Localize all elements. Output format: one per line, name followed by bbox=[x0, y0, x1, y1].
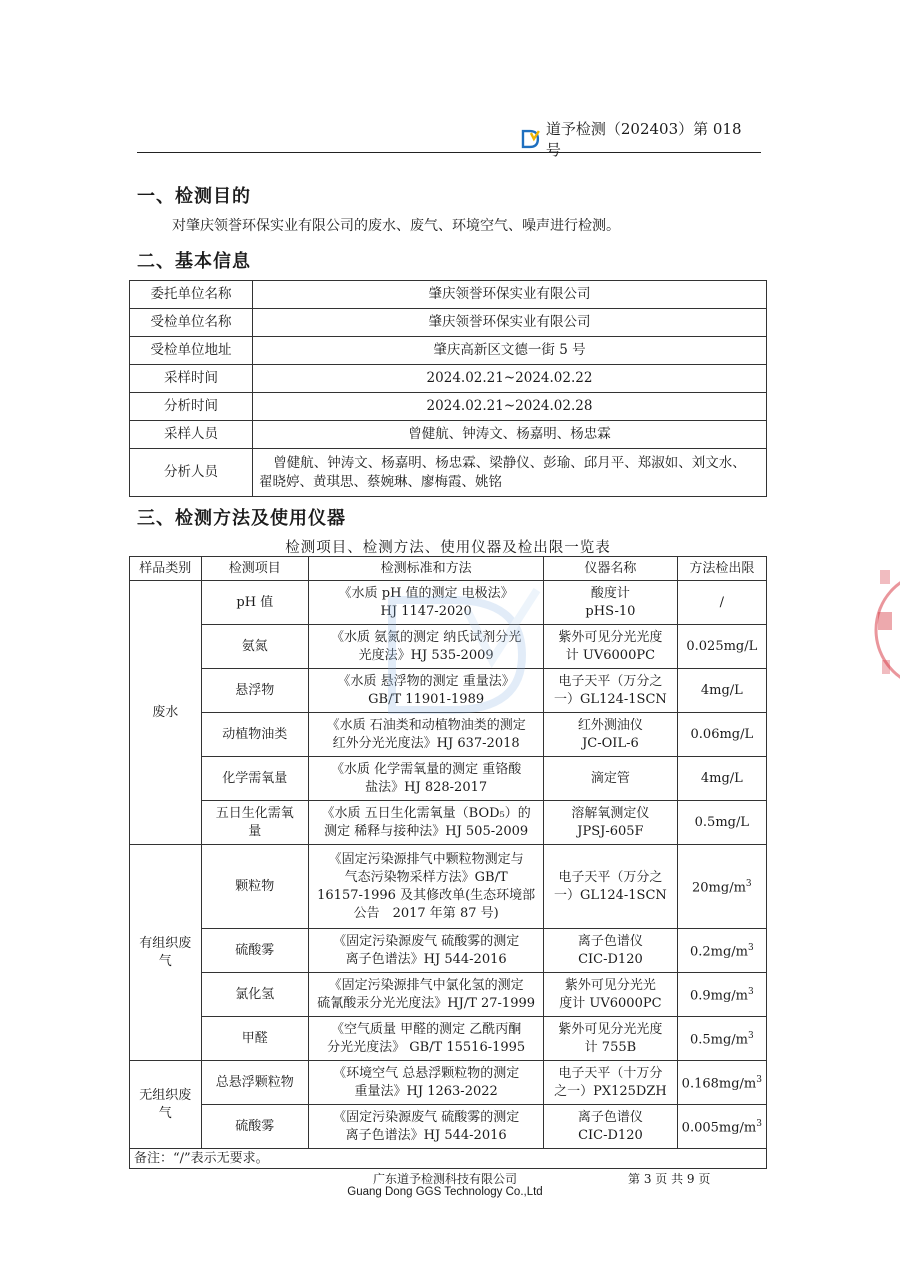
column-header: 检测项目 bbox=[201, 557, 309, 581]
instrument bbox=[544, 581, 677, 625]
detection-limit: 4mg/L bbox=[677, 669, 766, 713]
test-item: 甲醛 bbox=[201, 1017, 309, 1061]
detection-limit bbox=[677, 1061, 766, 1105]
test-method bbox=[309, 845, 544, 929]
instrument-line: 离子色谱仪 bbox=[577, 933, 643, 949]
limit-exponent: 3 bbox=[747, 1031, 754, 1042]
instrument-line: 电子天平（万分之 bbox=[558, 673, 663, 689]
method-line: 红外分光光度法》HJ 637-2018 bbox=[332, 735, 520, 751]
table-row bbox=[130, 757, 767, 801]
method-line: 《水质 化学需氧量的测定 重铬酸 bbox=[331, 761, 522, 777]
info-value bbox=[253, 449, 767, 497]
instrument bbox=[544, 1017, 677, 1061]
detection-limit: 4mg/L bbox=[677, 757, 766, 801]
sample-category: 无组织废气 bbox=[130, 1061, 202, 1149]
test-item: 氯化氢 bbox=[201, 973, 309, 1017]
basic-info-table bbox=[129, 280, 767, 497]
test-item: 化学需氧量 bbox=[201, 757, 309, 801]
table-row bbox=[130, 845, 767, 929]
method-line: 离子色谱法》HJ 544-2016 bbox=[345, 1127, 507, 1143]
info-label: 采样时间 bbox=[130, 365, 253, 393]
info-value-line: 曾健航、钟涛文、杨嘉明、杨忠霖、梁静仪、彭瑜、邱月平、郑淑如、刘文水、 bbox=[273, 454, 746, 471]
method-line: 《空气质量 甲醛的测定 乙酰丙酮 bbox=[331, 1021, 522, 1037]
instrument bbox=[544, 973, 677, 1017]
info-value: 肇庆领誉环保实业有限公司 bbox=[253, 309, 767, 337]
method-line: 离子色谱法》HJ 544-2016 bbox=[345, 951, 507, 967]
column-header: 仪器名称 bbox=[544, 557, 677, 581]
info-value: 2024.02.21~2024.02.28 bbox=[253, 393, 767, 421]
instrument-line: 红外测油仪 bbox=[577, 717, 643, 733]
table-row bbox=[130, 929, 767, 973]
table-row bbox=[130, 1061, 767, 1105]
detection-limit: 0.5mg/L bbox=[677, 801, 766, 845]
test-item: 动植物油类 bbox=[201, 713, 309, 757]
table-row bbox=[130, 309, 767, 337]
table-row bbox=[130, 973, 767, 1017]
detection-limit bbox=[677, 1017, 766, 1061]
limit-exponent: 3 bbox=[756, 1075, 762, 1086]
test-method bbox=[309, 625, 544, 669]
report-number: 道予检测（202403）第 018 号 bbox=[545, 120, 742, 159]
test-method bbox=[309, 801, 544, 845]
method-line: 《水质 pH 值的测定 电极法》 bbox=[338, 585, 514, 601]
test-item: 硫酸雾 bbox=[201, 929, 309, 973]
limit-value: 20mg/m bbox=[692, 880, 746, 896]
instrument bbox=[544, 1061, 677, 1105]
instrument-line: pHS-10 bbox=[585, 603, 636, 619]
section-3-title: 三、检测方法及使用仪器 bbox=[137, 508, 346, 529]
test-method bbox=[309, 757, 544, 801]
table-note: 备注：“/”表示无要求。 bbox=[130, 1149, 767, 1169]
column-header: 样品类别 bbox=[130, 557, 202, 581]
table-row bbox=[130, 625, 767, 669]
info-label: 分析时间 bbox=[130, 393, 253, 421]
detection-limit: 0.06mg/L bbox=[677, 713, 766, 757]
sample-category: 有组织废气 bbox=[130, 845, 202, 1061]
table-row bbox=[130, 581, 767, 625]
detection-limit: 0.025mg/L bbox=[677, 625, 766, 669]
item-line: 量 bbox=[248, 823, 262, 839]
test-method bbox=[309, 713, 544, 757]
instrument-line: 溶解氧测定仪 bbox=[571, 805, 650, 821]
table-row bbox=[130, 1105, 767, 1149]
seal-stamp-icon bbox=[874, 540, 900, 720]
table-row bbox=[130, 365, 767, 393]
test-method bbox=[309, 669, 544, 713]
instrument-line: 之一）PX125DZH bbox=[554, 1083, 667, 1099]
info-value: 曾健航、钟涛文、杨嘉明、杨忠霖 bbox=[253, 421, 767, 449]
table-row bbox=[130, 713, 767, 757]
instrument-line: 度计 UV6000PC bbox=[559, 995, 662, 1011]
method-line: 公告 2017 年第 87 号) bbox=[353, 905, 499, 921]
info-label: 受检单位名称 bbox=[130, 309, 253, 337]
section-2-title: 二、基本信息 bbox=[137, 251, 251, 272]
limit-value: 0.5mg/m bbox=[689, 1032, 748, 1048]
limit-exponent: 3 bbox=[745, 879, 752, 890]
section-1-title: 一、检测目的 bbox=[137, 186, 251, 207]
method-line: 《固定污染源废气 硫酸雾的测定 bbox=[333, 1109, 520, 1125]
instrument-line: 电子天平（十万分 bbox=[558, 1065, 663, 1081]
table-row bbox=[130, 337, 767, 365]
detection-limit bbox=[677, 1105, 766, 1149]
instrument-line: 一）GL124-1SCN bbox=[554, 887, 667, 903]
info-label: 委托单位名称 bbox=[130, 281, 253, 309]
instrument-line: 离子色谱仪 bbox=[577, 1109, 643, 1125]
test-method bbox=[309, 1017, 544, 1061]
table-row bbox=[130, 1017, 767, 1061]
instrument bbox=[544, 929, 677, 973]
column-header: 检测标准和方法 bbox=[309, 557, 544, 581]
table-row bbox=[130, 801, 767, 845]
limit-value: 0.9mg/m bbox=[689, 988, 748, 1004]
info-value: 肇庆高新区文德一街 5 号 bbox=[253, 337, 767, 365]
table-note-row bbox=[130, 1149, 767, 1169]
report-header bbox=[520, 120, 760, 159]
header-divider bbox=[137, 152, 761, 153]
limit-exponent: 3 bbox=[747, 987, 754, 998]
method-line: 重量法》HJ 1263-2022 bbox=[354, 1083, 498, 1099]
detection-limit bbox=[677, 845, 766, 929]
instrument-line: 紫外可见分光光度 bbox=[558, 1021, 663, 1037]
table-row bbox=[130, 281, 767, 309]
method-line: 《水质 石油类和动植物油类的测定 bbox=[326, 717, 526, 733]
instrument-line: JC-OIL-6 bbox=[582, 735, 639, 751]
methods-table-caption: 检测项目、检测方法、使用仪器及检出限一览表 bbox=[285, 540, 611, 556]
method-line: 盐法》HJ 828-2017 bbox=[365, 779, 488, 795]
footer-company-cn: 广东道予检测科技有限公司 bbox=[372, 1172, 517, 1186]
limit-exponent: 3 bbox=[747, 943, 754, 954]
instrument-line: CIC-D120 bbox=[578, 1127, 643, 1143]
method-line: 《固定污染源排气中氯化氢的测定 bbox=[328, 977, 524, 993]
detection-limit bbox=[677, 929, 766, 973]
table-row bbox=[130, 449, 767, 497]
test-method bbox=[309, 1105, 544, 1149]
instrument bbox=[544, 1105, 677, 1149]
instrument-line: 电子天平（万分之 bbox=[558, 869, 663, 885]
method-line: 《水质 氨氮的测定 纳氏试剂分光 bbox=[331, 629, 522, 645]
column-header: 方法检出限 bbox=[677, 557, 766, 581]
method-line: 《环境空气 总悬浮颗粒物的测定 bbox=[333, 1065, 520, 1081]
detection-limit: / bbox=[677, 581, 766, 625]
test-item: 总悬浮颗粒物 bbox=[201, 1061, 309, 1105]
test-item: 颗粒物 bbox=[201, 845, 309, 929]
instrument-line: 计 755B bbox=[584, 1039, 637, 1055]
section-1-text: 对肇庆领誉环保实业有限公司的废水、废气、环境空气、噪声进行检测。 bbox=[172, 218, 620, 234]
method-line: 《固定污染源排气中颗粒物测定与 bbox=[328, 851, 524, 867]
method-line: 光度法》HJ 535-2009 bbox=[358, 647, 494, 663]
info-value: 2024.02.21~2024.02.22 bbox=[253, 365, 767, 393]
test-item: 氨氮 bbox=[201, 625, 309, 669]
info-label: 受检单位地址 bbox=[130, 337, 253, 365]
limit-exponent: 3 bbox=[756, 1119, 762, 1130]
methods-table bbox=[129, 556, 767, 1169]
method-line: 16157-1996 及其修改单(生态环境部 bbox=[317, 887, 536, 903]
instrument-line: 酸度计 bbox=[590, 585, 630, 601]
table-row bbox=[130, 421, 767, 449]
method-line: GB/T 11901-1989 bbox=[368, 691, 485, 707]
instrument bbox=[544, 713, 677, 757]
test-item: 悬浮物 bbox=[201, 669, 309, 713]
info-value-line: 翟晓婷、黄琪思、蔡婉琳、廖梅霞、姚铭 bbox=[259, 473, 502, 490]
instrument bbox=[544, 801, 677, 845]
method-line: 硫氰酸汞分光光度法》HJ/T 27-1999 bbox=[317, 995, 536, 1011]
detection-limit bbox=[677, 973, 766, 1017]
instrument-line: CIC-D120 bbox=[578, 951, 643, 967]
limit-value: 0.2mg/m bbox=[689, 944, 748, 960]
method-line: 气态污染物采样方法》GB/T bbox=[344, 869, 508, 885]
table-row bbox=[130, 669, 767, 713]
instrument bbox=[544, 625, 677, 669]
test-method bbox=[309, 581, 544, 625]
method-line: 《水质 五日生化需氧量（BOD₅）的 bbox=[321, 805, 531, 821]
company-logo-icon bbox=[520, 128, 542, 150]
table-header-row bbox=[130, 557, 767, 581]
instrument-line: 计 UV6000PC bbox=[565, 647, 656, 663]
test-item bbox=[201, 801, 309, 845]
instrument-line: 一）GL124-1SCN bbox=[554, 691, 667, 707]
instrument-line: JPSJ-605F bbox=[577, 823, 644, 839]
sample-category: 废水 bbox=[130, 581, 202, 845]
instrument bbox=[544, 669, 677, 713]
test-method bbox=[309, 1061, 544, 1105]
test-method bbox=[309, 929, 544, 973]
footer-company-en: Guang Dong GGS Technology Co.,Ltd bbox=[347, 1186, 543, 1198]
page-number: 第 3 页 共 9 页 bbox=[628, 1172, 711, 1186]
info-label: 采样人员 bbox=[130, 421, 253, 449]
method-line: HJ 1147-2020 bbox=[380, 603, 472, 619]
test-item: pH 值 bbox=[201, 581, 309, 625]
method-line: 测定 稀释与接种法》HJ 505-2009 bbox=[324, 823, 529, 839]
instrument: 滴定管 bbox=[544, 757, 677, 801]
instrument-line: 紫外可见分光光 bbox=[564, 977, 656, 993]
info-label: 分析人员 bbox=[130, 449, 253, 497]
instrument bbox=[544, 845, 677, 929]
method-line: 分光光度法》 GB/T 15516-1995 bbox=[327, 1039, 526, 1055]
test-item: 硫酸雾 bbox=[201, 1105, 309, 1149]
info-value: 肇庆领誉环保实业有限公司 bbox=[253, 281, 767, 309]
method-line: 《固定污染源废气 硫酸雾的测定 bbox=[333, 933, 520, 949]
test-method bbox=[309, 973, 544, 1017]
item-line: 五日生化需氧 bbox=[215, 805, 294, 821]
limit-value: 0.168mg/m bbox=[681, 1076, 757, 1092]
limit-value: 0.005mg/m bbox=[681, 1120, 757, 1136]
method-line: 《水质 悬浮物的测定 重量法》 bbox=[337, 673, 515, 689]
instrument-line: 紫外可见分光光度 bbox=[558, 629, 663, 645]
table-row bbox=[130, 393, 767, 421]
